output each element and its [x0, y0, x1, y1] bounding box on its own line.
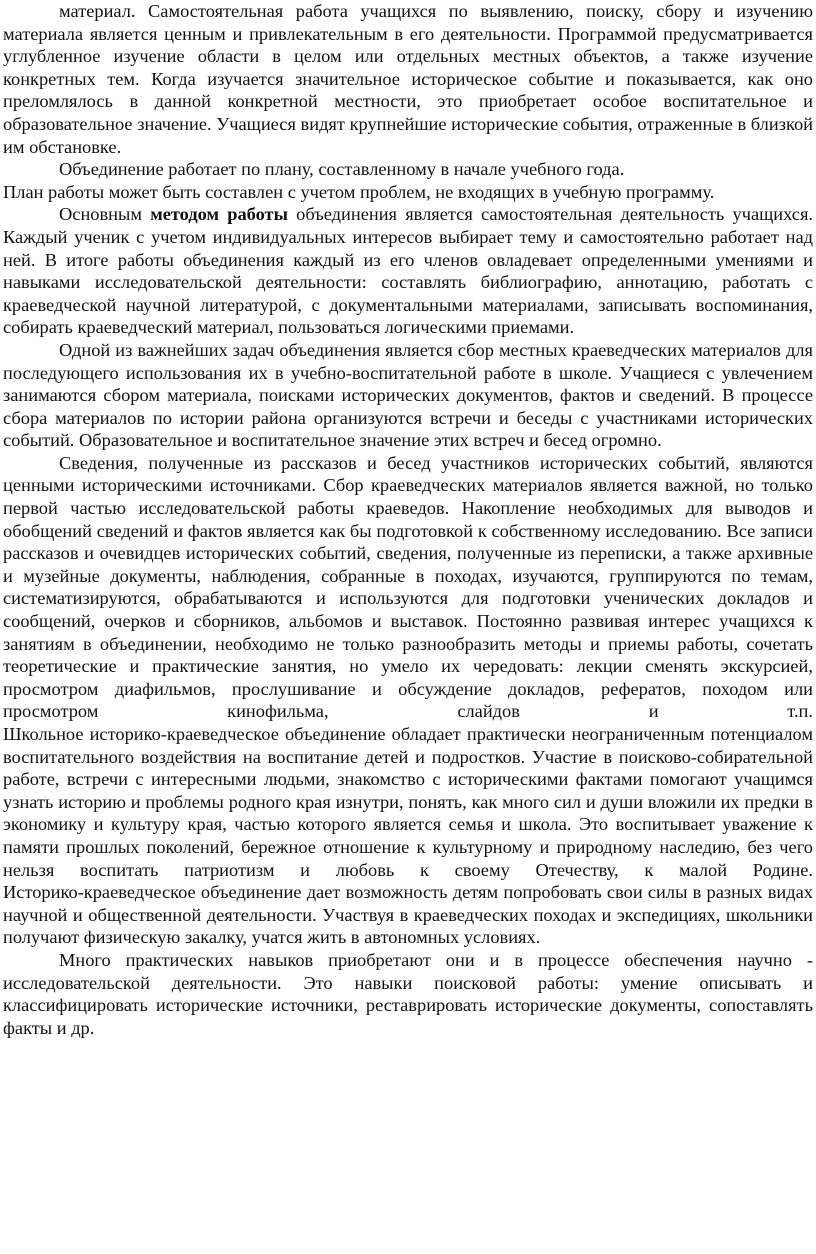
paragraph-4-text-end: объединения является самостоятельная деятельность учащихся. Каждый ученик с учетом индивидуальных интересов выбирает тему и самостоятельно работает над ней. В итоге работы объединения каждый из его членов овладевает определенными умениями и навыками исследовательской деятельности: составлять библиографию, аннотацию, работать с краеведческой научной литературой, с документальными материалами, записывать воспоминания, собирать краеведческий материал, пользоваться логическими приемами. — [3, 204, 813, 338]
paragraph-6: Сведения, полученные из рассказов и бесед участников исторических событий, являются ценными историческими источниками. Сбор краеведческих материалов является важной, но только первой частью исследовательской работы краеведов. Накопление необходимых для выводов и обобщений сведений и фактов является как бы подготовкой к собственному исследованию. Все записи рассказов и очевидцев исторических событий, сведения, полученные из переписки, а также архивные и музейные документы, наблюдения, собранные в походах, изучаются, группируются по темам, систематизируются, обрабатываются и используются для подготовки ученических докладов и сообщений, очерков и сборников, альбомов и выставок. Постоянно развивая интерес учащихся к занятиям в объединении, необходимо не только разнообразить методы и приемы работы, сочетать теоретические и практические занятия, но умело их чередовать: лекции сменять экскурсией, просмотром диафильмов, прослушивание и обсуждение докладов, рефератов, походом или просмотром кинофильма, слайдов и т.п. — [3, 452, 813, 722]
paragraph-8: Историко-краеведческое объединение дает возможность детям попробовать свои силы в разных видах научной и общественной деятельности. Участвуя в краеведческих походах и экспедициях, школьники получают физическую закалку, учатся жить в автономных условиях. — [3, 882, 813, 948]
paragraph-2: Объединение работает по плану, составленному в начале учебного года. — [59, 159, 625, 180]
paragraph-3: План работы может быть составлен с учетом проблем, не входящих в учебную программу. — [3, 181, 715, 202]
paragraph-4-text-start: Основным — [59, 204, 151, 225]
paragraph-4-bold-term: методом работы — [150, 204, 288, 225]
paragraph-9: Много практических навыков приобретают они и в процессе обеспечения научно - исследовательской деятельности. Это навыки поисковой работы: умение описывать и классифицировать исторические источники, реставрировать исторические документы, сопоставлять факты и др. — [3, 949, 813, 1038]
paragraph-5: Одной из важнейших задач объединения является сбор местных краеведческих материалов для последующего использования их в учебно-воспитательной работе в школе. Учащиеся с увлечением занимаются сбором материала, поисками исторических документов, фактов и сведений. В процессе сбора материалов по истории района организуются встречи и беседы с участниками исторических событий. Образовательное и воспитательное значение этих встреч и бесед огромно. — [3, 339, 813, 451]
paragraph-4 — [3, 203, 813, 339]
paragraph-7: Школьное историко-краеведческое объединение обладает практически неограниченным потенциалом воспитательного воздействия на воспитание детей и подростков. Участие в поисково-собирательной работе, встречи с интересными людьми, знакомство с историческими фактами помогают учащимся узнать историю и проблемы родного края изнутри, понять, как много сил и души вложили их предки в экономику и культуру края, частью которого является семья и школа. Это воспитывает уважение к памяти прошлых поколений, бережное отношение к культурному и природному наследию, без чего нельзя воспитать патриотизм и любовь к своему Отечеству, к малой Родине. — [3, 724, 813, 880]
paragraph-1: материал. Самостоятельная работа учащихся по выявлению, поиску, сбору и изучению материала является ценным и привлекательным в его деятельности. Программой предусматривается углубленное изучение области в целом или отдельных местных объектов, а также изучение конкретных тем. Когда изучается значительное историческое событие и показывается, как оно преломлялось в данной конкретной местности, это приобретает особое воспитательное и образовательное значение. Учащиеся видят крупнейшие исторические события, отраженные в близкой им обстановке. — [3, 1, 813, 157]
